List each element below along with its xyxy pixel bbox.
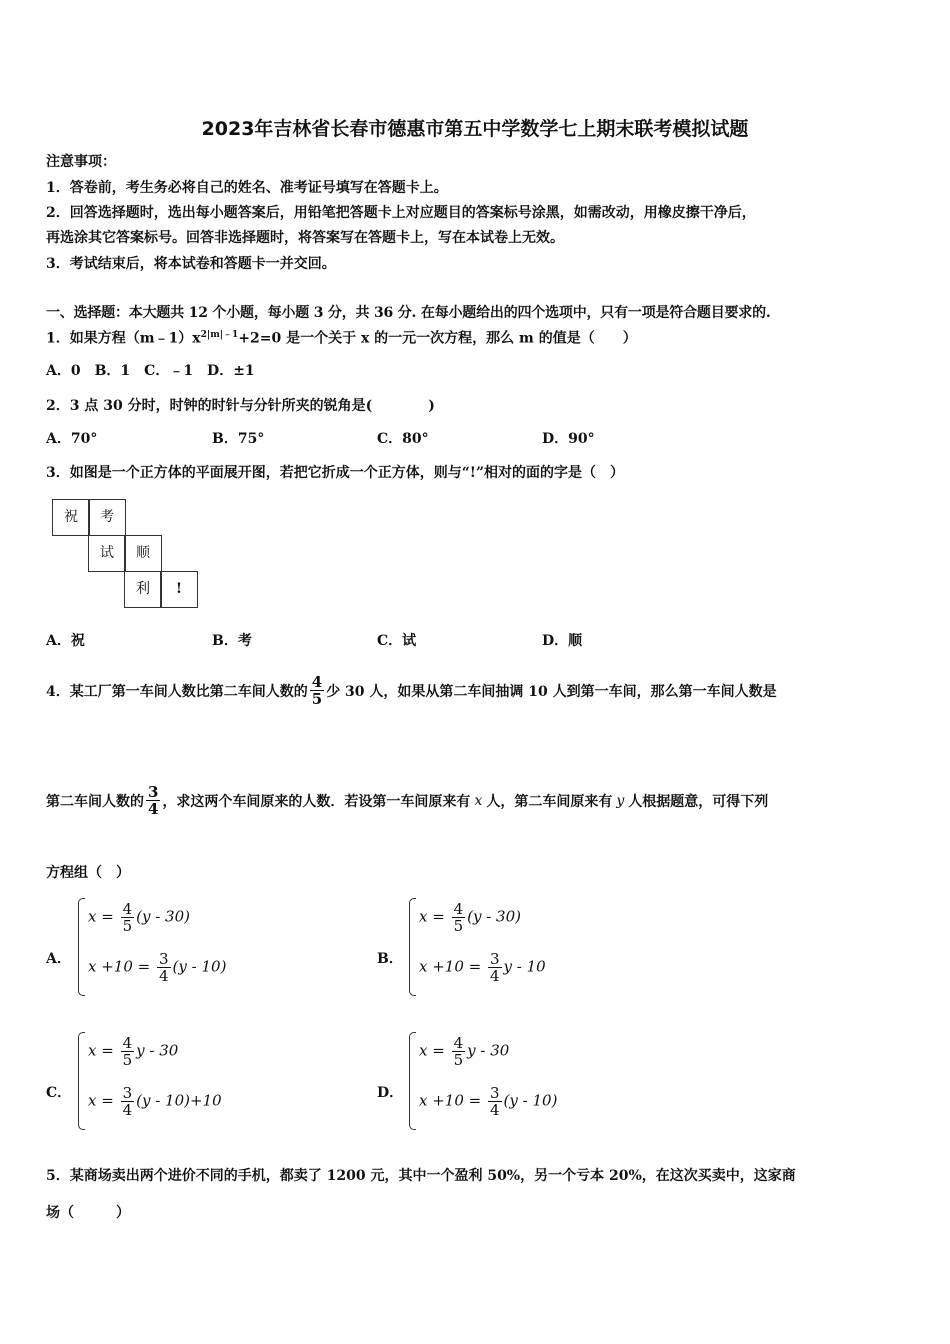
net-cell: 考	[88, 499, 126, 536]
question-1-options: A．0 B．1 C．﹣1 D．±1	[46, 363, 255, 379]
denominator: 5	[122, 917, 133, 935]
eq-rhs: (y - 10)	[172, 957, 227, 976]
equation	[419, 1035, 509, 1068]
eq-rhs: y - 10	[503, 957, 546, 976]
page-title: 2023年吉林省长春市德惠市第五中学数学七上期末联考模拟试题	[201, 118, 749, 140]
brace-icon	[409, 1032, 416, 1130]
denominator: 4	[122, 1101, 133, 1119]
net-cell: 利	[124, 571, 162, 608]
equation	[419, 901, 521, 934]
section-heading: 一、选择题：本大题共 12 个小题，每小题 3 分，共 36 分. 在每小题给出的四个选项中，只有一项是符合题目要求的.	[46, 305, 771, 321]
question-1-stem	[46, 327, 637, 348]
q1-text-a: 1．如果方程（m﹣1）x	[46, 330, 201, 347]
numerator: 4	[453, 900, 464, 918]
net-cell: 试	[88, 535, 126, 572]
notice-item: 3．考试结束后，将本试卷和答题卡一并交回。	[46, 256, 336, 272]
net-cell: 顺	[124, 535, 162, 572]
question-4-line-2	[46, 784, 768, 817]
fraction	[146, 784, 160, 817]
numerator: 4	[311, 673, 323, 691]
net-cell: 祝	[52, 499, 90, 536]
brace-icon	[78, 898, 85, 996]
q4-text: 第二车间人数的	[46, 793, 144, 810]
numerator: 4	[122, 1034, 133, 1052]
denominator: 5	[453, 1051, 464, 1069]
notice-item: 2．回答选择题时，选出每小题答案后，用铅笔把答题卡上对应题目的答案标号涂黑，如需改动，用橡皮擦干净后，	[46, 205, 756, 221]
question-2-stem: 2．3 点 30 分时，时钟的时针与分针所夹的锐角是( )	[46, 398, 435, 414]
q4-option-c-label: C．	[46, 1085, 72, 1101]
question-5-line-1: 5．某商场卖出两个进价不同的手机，都卖了 1200 元，其中一个盈利 50%，另一个亏本 20%，在这次买卖中，这家商	[46, 1168, 796, 1184]
q4-option-a-label: A．	[46, 951, 71, 967]
q4-text: 人根据题意，可得下列	[628, 793, 769, 810]
variable-y: y	[616, 792, 625, 809]
equation	[88, 951, 226, 984]
numerator: 4	[453, 1034, 464, 1052]
equation	[419, 1085, 557, 1118]
notice-heading: 注意事项：	[46, 154, 116, 170]
question-4-line-3: 方程组（ ）	[46, 865, 130, 881]
denominator: 4	[148, 800, 159, 818]
denominator: 4	[159, 967, 169, 985]
q4-option-d-label: D．	[377, 1085, 404, 1101]
numerator: 3	[122, 1084, 133, 1102]
eq-rhs: (y - 10)	[503, 1091, 558, 1110]
eq-lhs: x =	[88, 1041, 119, 1060]
denominator: 5	[311, 690, 323, 708]
eq-lhs: x =	[88, 1091, 119, 1110]
eq-rhs: (y - 30)	[136, 907, 190, 926]
q1-exponent: 2|m|﹣1	[200, 330, 239, 340]
brace-icon	[409, 898, 416, 996]
denominator: 4	[490, 1101, 500, 1119]
eq-lhs: x +10 =	[419, 957, 486, 976]
eq-rhs: (y - 10)+10	[136, 1091, 222, 1110]
numerator: 3	[159, 950, 169, 968]
equation	[88, 901, 190, 934]
numerator: 4	[122, 900, 133, 918]
question-3-stem: 3．如图是一个正方体的平面展开图，若把它折成一个正方体，则与“!”相对的面的字是（ ）	[46, 465, 624, 481]
eq-rhs: (y - 30)	[467, 907, 521, 926]
q2-option-d: D．90°	[542, 431, 595, 447]
numerator: 3	[490, 1084, 500, 1102]
q4-text: 4．某工厂第一车间人数比第二车间人数的	[46, 683, 308, 700]
question-4-line-1	[46, 674, 777, 707]
q4-text: 少 30 人，如果从第二车间抽调 10 人到第一车间，那么第一车间人数是	[326, 683, 777, 700]
q4-option-b-label: B．	[377, 951, 403, 967]
denominator: 4	[490, 967, 500, 985]
eq-lhs: x +10 =	[419, 1091, 486, 1110]
brace-icon	[78, 1032, 85, 1130]
numerator: 3	[148, 783, 159, 801]
denominator: 5	[122, 1051, 133, 1069]
q2-option-a: A．70°	[46, 431, 98, 447]
q3-option-b: B．考	[212, 633, 252, 649]
q2-option-b: B．75°	[212, 431, 265, 447]
variable-x: x	[474, 792, 483, 809]
equation	[88, 1085, 222, 1118]
q3-option-d: D．顺	[542, 633, 583, 649]
eq-rhs: y - 30	[136, 1041, 179, 1060]
equation	[88, 1035, 178, 1068]
eq-lhs: x =	[419, 1041, 450, 1060]
q1-text-b: +2=0 是一个关于 x 的一元一次方程，那么 m 的值是（ ）	[238, 330, 637, 347]
q4-text: ，求这两个车间原来的人数．若设第一车间原来有	[162, 793, 471, 810]
eq-lhs: x +10 =	[88, 957, 155, 976]
denominator: 5	[453, 917, 464, 935]
eq-rhs: y - 30	[467, 1041, 510, 1060]
question-5-line-2: 场（ ）	[46, 1205, 130, 1221]
q4-text: 人，第二车间原来有	[486, 793, 613, 810]
equation	[419, 951, 546, 984]
net-cell: !	[160, 571, 198, 608]
fraction	[310, 674, 324, 707]
notice-item: 1．答卷前，考生务必将自己的姓名、准考证号填写在答题卡上。	[46, 180, 448, 196]
q2-option-c: C．80°	[377, 431, 429, 447]
q3-option-c: C．试	[377, 633, 417, 649]
notice-item: 再选涂其它答案标号。回答非选择题时，将答案写在答题卡上，写在本试卷上无效。	[46, 230, 564, 246]
numerator: 3	[490, 950, 500, 968]
eq-lhs: x =	[419, 907, 450, 926]
q3-option-a: A．祝	[46, 633, 85, 649]
eq-lhs: x =	[88, 907, 119, 926]
